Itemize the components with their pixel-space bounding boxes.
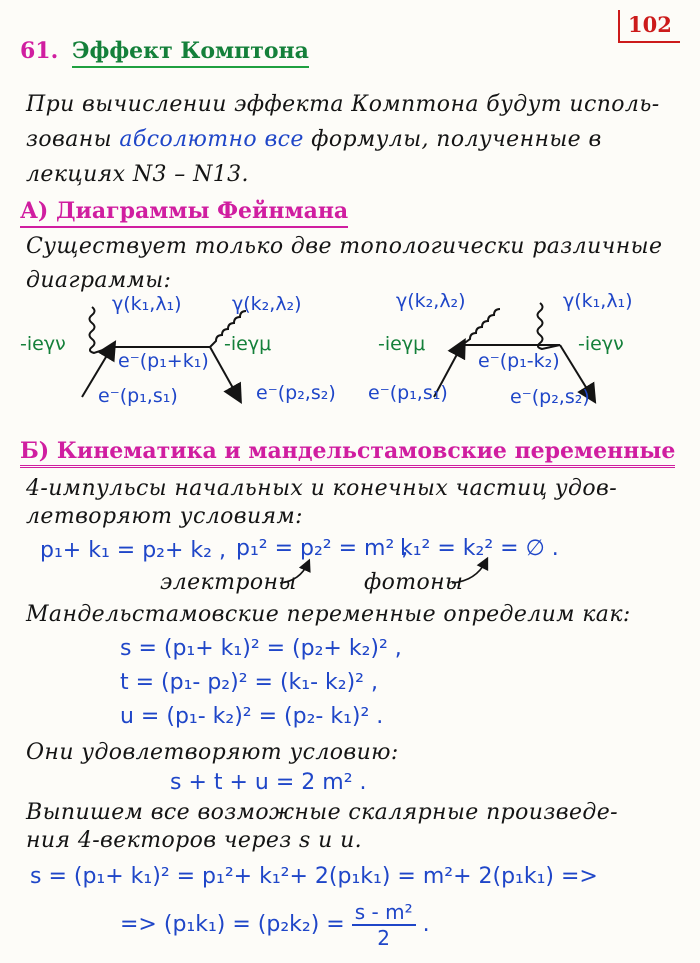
part-b-text-6: ния 4-векторов через s и u. [26, 828, 363, 853]
right-electron-out-label: e⁻(p₂,s₂) [510, 386, 590, 408]
part-b-text-4: Они удовлетворяют условию: [26, 740, 399, 765]
part-b-text-3: Мандельстамовские переменные определим как: [26, 602, 631, 627]
photons-label: фотоны [364, 570, 464, 595]
part-b-text-5: Выпишем все возможные скалярные произведе- [26, 800, 618, 825]
intro-line-1: При вычислении эффекта Комптона будут исполь- [26, 92, 660, 117]
mandelstam-t: t = (p₁- p₂)² = (k₁- k₂)² , [120, 670, 378, 695]
right-electron-in-label: e⁻(p₁,s₁) [368, 382, 448, 404]
momentum-conservation: p₁+ k₁ = p₂+ k₂ , [40, 538, 226, 563]
page-number: 102 [618, 10, 680, 43]
part-b-heading: Б) Кинематика и мандельстамовские переменные [20, 438, 675, 468]
right-photon-out-label: γ(k₂,λ₂) [396, 290, 466, 312]
intro-line-3: лекциях N3 – N13. [26, 162, 249, 187]
result-period: . [422, 912, 430, 937]
right-internal-label: e⁻(p₁-k₂) [478, 350, 560, 372]
part-a-text-2: диаграммы: [26, 268, 172, 293]
part-b-text-1: 4-импульсы начальных и конечных частиц удов- [26, 476, 618, 501]
left-electron-out-label: e⁻(p₂,s₂) [256, 382, 336, 404]
left-internal-label: e⁻(p₁+k₁) [118, 350, 209, 372]
photon-mass-shell: k₁² = k₂² = ∅ . [400, 536, 559, 561]
s-expansion: s = (p₁+ k₁)² = p₁²+ k₁²+ 2(p₁k₁) = m²+ 2(p₁k₁) => [30, 864, 598, 889]
label-arrows [0, 555, 700, 595]
intro-line-2 [26, 127, 602, 152]
result-numerator: s - m² [352, 900, 416, 926]
left-electron-in-label: e⁻(p₁,s₁) [98, 385, 178, 407]
left-photon-out-label: γ(k₂,λ₂) [232, 293, 302, 315]
part-b-text-2: летворяют условиям: [26, 504, 303, 529]
intro-highlight: абсолютно все [119, 127, 304, 152]
intro-line-2-pre: зованы [26, 127, 112, 152]
scalar-product-result [120, 900, 430, 950]
result-denominator: 2 [377, 926, 391, 950]
right-photon-out-line [462, 309, 500, 345]
left-vertex-left-label: -ieγν [20, 333, 66, 355]
part-a-text-1: Существует только две топологически различные [26, 234, 663, 259]
right-vertex-left-label: -ieγμ [378, 333, 426, 355]
result-fraction [352, 900, 416, 950]
electron-mass-shell: p₁² = p₂² = m² , [236, 536, 409, 561]
right-photon-in-label: γ(k₁,λ₁) [563, 290, 633, 312]
right-vertex-right-label: -ieγν [578, 333, 624, 355]
mandelstam-u: u = (p₁- k₂)² = (p₂- k₁)² . [120, 704, 384, 729]
left-photon-in-label: γ(k₁,λ₁) [112, 293, 182, 315]
intro-line-2-post: формулы, полученные в [311, 127, 602, 152]
section-title: Эффект Комптона [72, 38, 309, 68]
mandelstam-sum: s + t + u = 2 m² . [170, 770, 367, 795]
mandelstam-s: s = (p₁+ k₁)² = (p₂+ k₂)² , [120, 636, 402, 661]
section-number: 61. [20, 38, 59, 64]
left-vertex-right-label: -ieγμ [224, 333, 272, 355]
electrons-label: электроны [160, 570, 297, 595]
left-photon-in-line [90, 307, 113, 353]
result-lhs: => (p₁k₁) = (p₂k₂) = [120, 912, 345, 937]
right-photon-in-line [538, 303, 561, 349]
part-a-heading: А) Диаграммы Фейнмана [20, 198, 348, 228]
